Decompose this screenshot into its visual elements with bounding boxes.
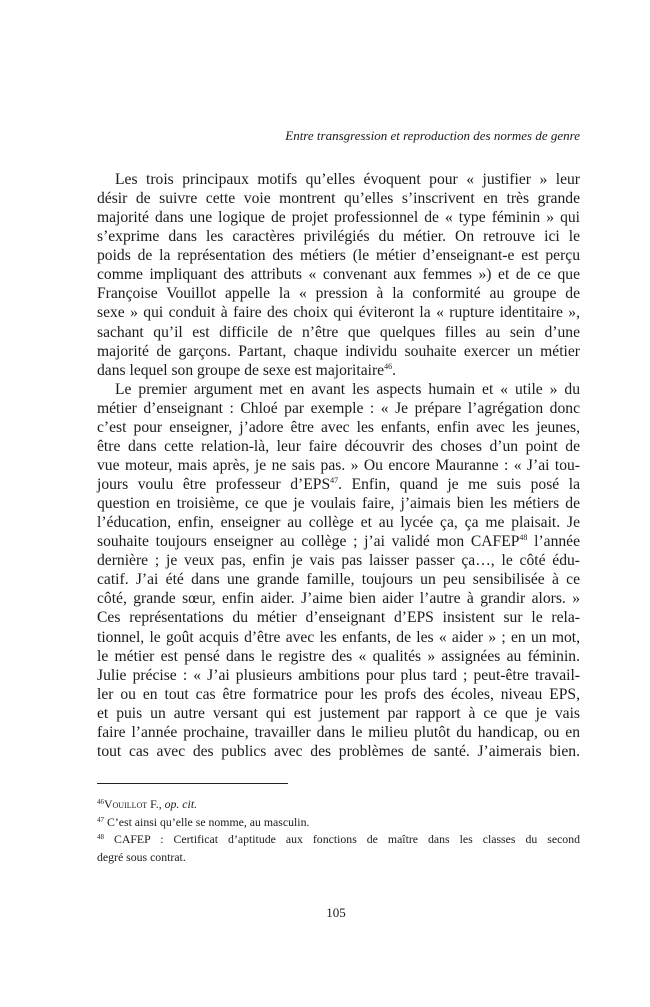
text-line	[97, 685, 580, 704]
text-line	[97, 551, 580, 570]
line-text: dernière ; je veux pas, enfin je vais pas laisser passer ça…, le côté édu-	[97, 552, 580, 570]
line-text: vue moteur, mais après, je ne sais pas. » Ou encore Mauranne : « J’ai tou-	[97, 456, 580, 474]
footnote	[97, 796, 580, 814]
text-line	[97, 513, 580, 532]
line-text: dans lequel son groupe de sexe est majoritaire	[97, 361, 385, 379]
text-line	[97, 589, 580, 608]
line-text: sexe » qui conduit à faire des choix qui éviteront la « rupture identitaire »,	[97, 304, 580, 322]
line-text: Ces représentations du métier d’enseignant d’EPS insistent sur le rela-	[97, 609, 580, 627]
line-text: l’année	[527, 533, 581, 551]
text-line	[97, 303, 580, 322]
text-line	[97, 666, 580, 685]
text-line	[97, 742, 580, 761]
footnote-text: C’est ainsi qu’elle se nomme, au masculin.	[104, 814, 310, 829]
footnote-author: Vouillot	[104, 797, 148, 811]
text-line	[97, 342, 580, 361]
footnote-continuation: degré sous contrat.	[97, 849, 186, 864]
text-line	[97, 323, 580, 342]
text-line	[97, 647, 580, 666]
text-line	[97, 399, 580, 418]
line-text: l’éducation, enfin, enseigner au collège et au lycée ça, ça me plaisait. Je	[97, 514, 580, 532]
line-text: et puis un autre versant qui est justement par rapport à ce que je vais	[97, 704, 580, 722]
footnote-text: F.,	[147, 797, 165, 811]
running-header: Entre transgression et reproduction des normes de genre	[285, 128, 580, 143]
line-text: comme impliquant des attributs « convenant aux femmes ») et de ce que	[97, 266, 580, 284]
text-line	[97, 437, 580, 456]
text-line	[97, 608, 580, 627]
footnote-ref: 46	[384, 361, 393, 371]
text-line	[97, 189, 580, 208]
text-line	[97, 494, 580, 513]
text-line	[97, 265, 580, 284]
line-text: sachant qu’il est difficile de n’être que quelques filles au sein d’une	[97, 323, 580, 341]
line-text: majorité dans une logique de projet professionnel de « type féminin » qui	[97, 209, 580, 227]
text-line	[97, 475, 580, 494]
footnote-number: 47	[97, 815, 104, 824]
footnotes	[97, 796, 580, 866]
text-line	[97, 380, 580, 399]
line-text: . Enfin, quand je me suis posé la	[338, 476, 580, 493]
footnote-number: 48	[97, 833, 104, 842]
line-text: le métier est pensé dans le registre des « qualités » assignées au féminin.	[97, 647, 580, 665]
footnote-text: CAFEP : Certificat d’aptitude aux fonctions de maître dans les classes du second	[104, 832, 580, 847]
line-text: faire l’année prochaine, travailler dans le milieu plutôt du handicap, ou en	[97, 723, 580, 741]
line-text: Françoise Vouillot appelle la « pression à la conformité au groupe de	[97, 285, 580, 303]
line-text: majorité de garçons. Partant, chaque individu souhaite exercer un métier	[97, 342, 580, 360]
text-line	[97, 723, 580, 742]
line-text: tout cas avec des publics avec des problèmes de santé. J’aimerais bien.	[97, 742, 580, 760]
line-text: métier d’enseignant : Chloé par exemple : « Je prépare l’agrégation donc	[97, 399, 580, 417]
text-line	[97, 208, 580, 227]
line-text: .	[392, 361, 396, 379]
footnote	[97, 831, 580, 849]
line-text: ler ou en tout cas être formatrice pour les profs des écoles, niveau EPS,	[97, 685, 580, 703]
line-text: s’exprime dans les caractères privilégiés du métier. On retrouve ici le	[97, 228, 580, 246]
text-line	[97, 704, 580, 723]
footnote-ref: 47	[330, 476, 339, 485]
text-line	[97, 532, 580, 551]
text-line	[97, 361, 580, 380]
line-text: côté, grande sœur, enfin aider. J’aime bien aider l’autre à grandir alors. »	[97, 590, 580, 608]
text-line	[97, 170, 580, 189]
text-line	[97, 570, 580, 589]
line-text: être dans cette relation-là, leur faire découvrir des choses d’un point de	[97, 437, 580, 455]
line-text: c’est pour enseigner, j’adore être avec les enfants, enfin avec les jeunes,	[97, 418, 580, 436]
line-text: désir de suivre cette voie montrent qu’elles s’inscrivent en très grande	[97, 190, 580, 208]
line-text: catif. J’ai été dans une grande famille, toujours un peu sensibilisée à ce	[97, 571, 580, 589]
footnote-italic: op. cit.	[164, 797, 198, 811]
footnote	[97, 814, 580, 832]
text-line	[97, 227, 580, 246]
footnote-ref: 48	[519, 533, 528, 543]
line-text: Les trois principaux motifs qu’elles évoquent pour « justifier » leur	[115, 171, 580, 188]
line-text: tionnel, le goût acquis d’être avec les enfants, de les « aider » ; en un mot,	[97, 628, 580, 646]
line-text: jours voulu être professeur d’EPS	[97, 476, 331, 493]
text-line	[97, 628, 580, 647]
line-text: Le premier argument met en avant les aspects humain et « utile » du	[115, 380, 580, 398]
page-number: 105	[326, 905, 346, 920]
line-text: poids de la représentation des métiers (le métier d’enseignant-e est perçu	[97, 247, 580, 265]
text-line	[97, 418, 580, 437]
line-text: Julie précise : « J’ai plusieurs ambitions pour plus tard ; peut-être travail-	[97, 666, 580, 684]
body-text	[97, 170, 580, 761]
line-text: question en troisième, ce que je voulais faire, j’aimais bien les métiers de	[97, 495, 580, 513]
text-line	[97, 456, 580, 475]
text-line	[97, 246, 580, 265]
line-text: souhaite toujours enseigner au collège ; j’ai validé mon CAFEP	[97, 533, 520, 551]
footnote-divider	[97, 783, 288, 784]
text-line	[97, 284, 580, 303]
footnote-number: 46	[97, 798, 104, 806]
